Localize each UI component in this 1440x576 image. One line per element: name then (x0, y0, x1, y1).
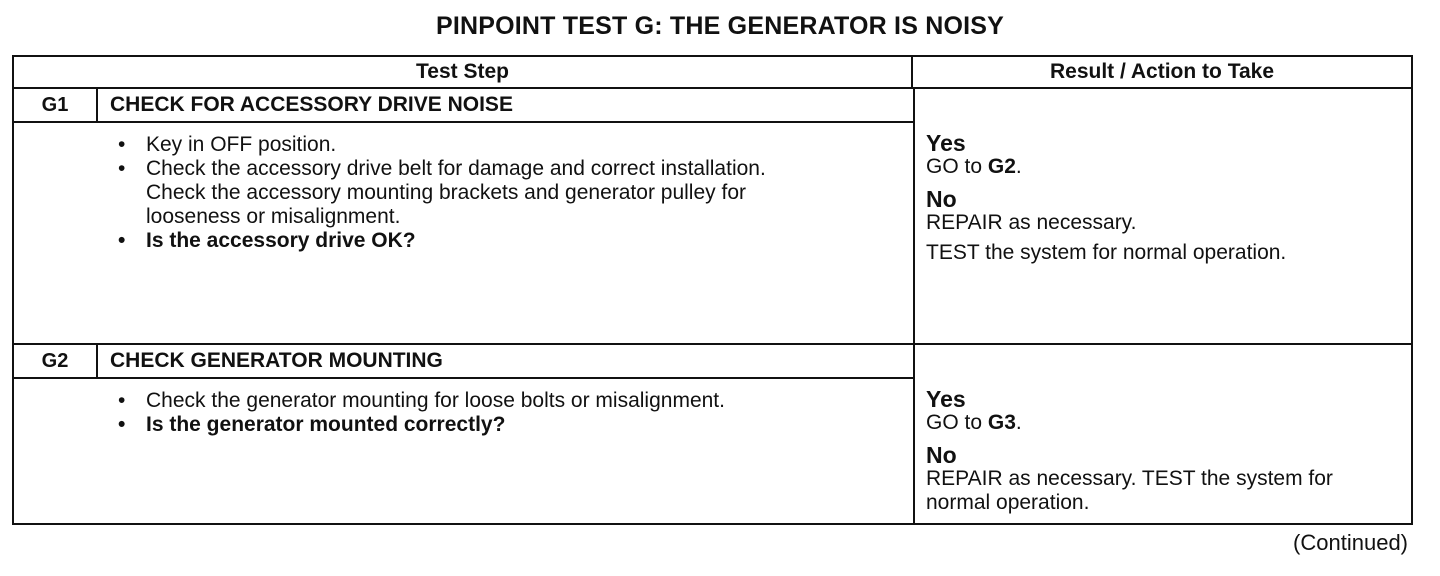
page-title: PINPOINT TEST G: THE GENERATOR IS NOISY (435, 12, 1005, 40)
bullet-item: • Check the generator mounting for loose bolts or misalignment. (118, 389, 725, 412)
result-yes-action: GO to G3. (926, 411, 1022, 434)
step-id: G2 (14, 345, 98, 379)
result-no-label: No (926, 186, 957, 212)
result-no-action: TEST the system for normal operation. (926, 241, 1287, 264)
result-no-action: REPAIR as necessary. (926, 211, 1137, 234)
result-yes-label: Yes (926, 386, 966, 412)
header-test-step: Test Step (14, 57, 913, 89)
step-title: CHECK FOR ACCESSORY DRIVE NOISE (98, 89, 913, 123)
goto-step-link: G2 (987, 155, 1016, 178)
result-no-label: No (926, 442, 957, 468)
result-block (926, 387, 1406, 515)
result-yes-action: GO to G2. (926, 155, 1022, 178)
bullet-item: • Key in OFF position. (118, 133, 337, 156)
step-title: CHECK GENERATOR MOUNTING (98, 345, 913, 379)
column-divider (913, 89, 915, 525)
bullet-item: • Check the accessory drive belt for damage and correct installation. Check the accessory mounting brackets and generator pulley for looseness or misalignment. (118, 157, 766, 228)
result-no-action: REPAIR as necessary. TEST the system for normal operation. (926, 467, 1333, 514)
bullet-question: • Is the accessory drive OK? (118, 229, 416, 252)
goto-step-link: G3 (987, 411, 1016, 434)
step-id: G1 (14, 89, 98, 123)
result-yes-label: Yes (926, 130, 966, 156)
header-result-action: Result / Action to Take (913, 57, 1411, 89)
continued-label: (Continued) (1293, 530, 1408, 555)
step-bullets (106, 389, 906, 437)
bullet-question: • Is the generator mounted correctly? (118, 413, 506, 436)
result-block (926, 131, 1406, 265)
step-bullets (106, 133, 906, 253)
pinpoint-test-table (12, 55, 1413, 525)
